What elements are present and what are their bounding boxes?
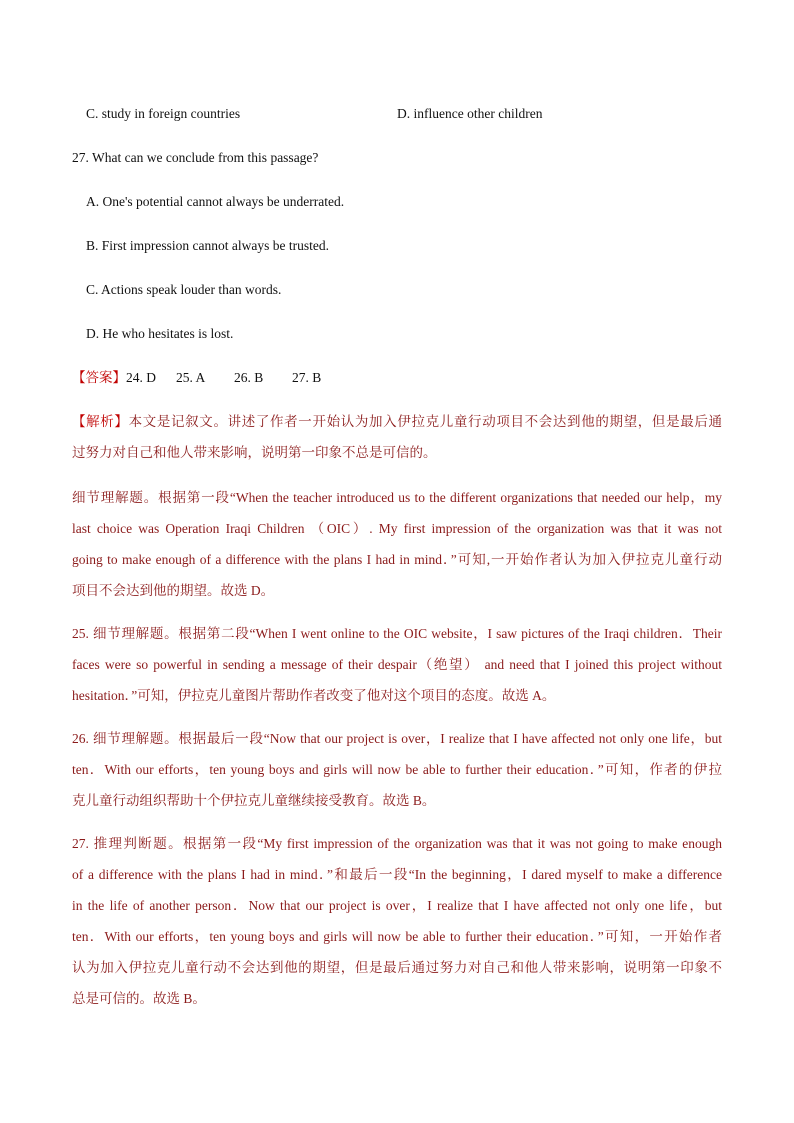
analysis-intro-text: 本文是记叙文。讲述了作者一开始认为加入伊拉克儿童行动项目不会达到他的期望，但是最后通: [128, 414, 722, 429]
q26-option-d: D. influence other children: [397, 106, 543, 121]
analysis-q26-line: ten．With our efforts，ten young boys and girls will now be able to further their education．”可知，作者的伊拉: [72, 762, 722, 777]
analysis-q24-line: 项目不会达到他的期望。故选 D。: [72, 583, 275, 598]
analysis-q24-line: 细节理解题。根据第一段“When the teacher introduced us to the different organizations that needed our help，my: [72, 490, 722, 505]
answer-item: 26. B: [234, 370, 264, 385]
analysis-q27-line: in the life of another person．Now that our project is over，I realize that I have affected not only one life，but: [72, 898, 722, 913]
analysis-q27: [72, 828, 722, 1014]
analysis-q27-line: 总是可信的。故选 B。: [72, 991, 206, 1006]
analysis-q26-line: 26. 细节理解题。根据最后一段“Now that our project is over，I realize that I have affected not only one life，but: [72, 731, 722, 746]
analysis-intro-line-1: [72, 406, 722, 437]
q26-option-c: C. study in foreign countries: [86, 106, 241, 121]
answer-line: [72, 369, 321, 387]
analysis-q27-line: ten．With our efforts，ten young boys and girls will now be able to further their education．”可知，一开始作者: [72, 929, 722, 944]
analysis-q25-line: 25. 细节理解题。根据第二段“When I went online to the OIC website，I saw pictures of the Iraqi children．Their: [72, 626, 722, 641]
q27-option-a: A. One's potential cannot always be underrated.: [86, 194, 345, 209]
analysis-tag: 【解析】: [72, 414, 129, 429]
analysis-q27-line: 27. 推理判断题。根据第一段“My first impression of the organization was that it was not going to make enough: [72, 836, 722, 851]
answer-item: 27. B: [292, 370, 322, 385]
analysis-q27-line: 认为加入伊拉克儿童行动不会达到他的期望，但是最后通过努力对自己和他人带来影响，说明第一印象不: [72, 960, 722, 975]
analysis-q26-line: 克儿童行动组织帮助十个伊拉克儿童继续接受教育。故选 B。: [72, 793, 436, 808]
q27-option-c: C. Actions speak louder than words.: [86, 282, 282, 297]
analysis-q25-line: hesitation．”可知，伊拉克儿童图片帮助作者改变了他对这个项目的态度。故选 A。: [72, 688, 556, 703]
analysis-intro: [72, 406, 722, 468]
analysis-q26: [72, 723, 722, 816]
analysis-intro-line-2: 过努力对自己和他人带来影响，说明第一印象不总是可信的。: [72, 445, 437, 460]
analysis-q25-line: faces were so powerful in sending a message of their despair（绝望） and need that I joined this project without: [72, 657, 722, 672]
analysis-q24: [72, 482, 722, 606]
answer-item: 24. D: [126, 370, 156, 385]
analysis-q25: [72, 618, 722, 711]
q27-option-b: B. First impression cannot always be trusted.: [86, 238, 329, 253]
answer-item: 25. A: [176, 370, 206, 385]
analysis-q24-line: going to make enough of a difference with the plans I had in mind．”可知,一开始作者认为加入伊拉克儿童行动: [72, 552, 722, 567]
answer-tag: 【答案】: [72, 370, 126, 385]
q27-option-d: D. He who hesitates is lost.: [86, 326, 234, 341]
analysis-q24-line: last choice was Operation Iraqi Children （OIC）. My first impression of the organization was that it was not: [72, 521, 722, 536]
q27-question: 27. What can we conclude from this passage?: [72, 150, 319, 165]
analysis-q27-line: of a difference with the plans I had in mind．”和最后一段“In the beginning，I dared myself to make a difference: [72, 867, 722, 882]
